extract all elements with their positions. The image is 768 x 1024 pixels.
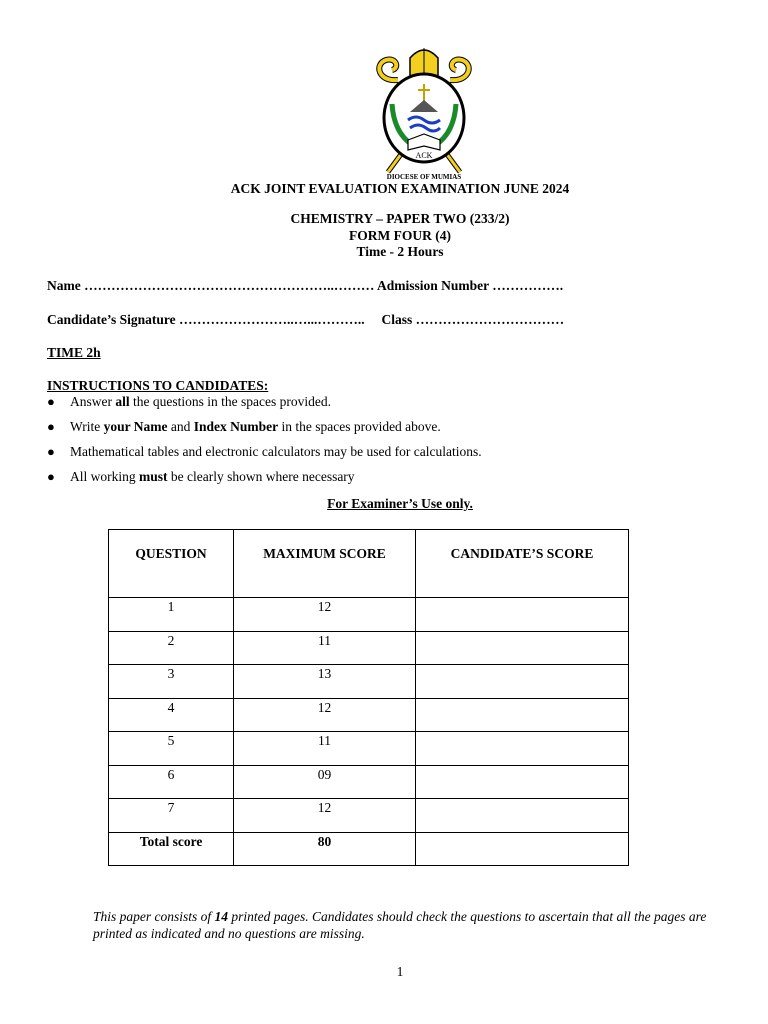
time-heading: TIME 2h — [47, 345, 101, 360]
time-title: Time - 2 Hours — [356, 244, 444, 259]
total-label: Total score — [109, 832, 234, 866]
admission-field[interactable]: ……………. — [492, 278, 564, 293]
class-field[interactable]: …………………………… — [415, 312, 565, 327]
candidate-score-cell[interactable] — [416, 665, 629, 699]
candidate-total-cell[interactable] — [416, 832, 629, 866]
admission-label: Admission Number — [377, 278, 489, 293]
list-item: ● Write your Name and Index Number in the spaces provided above. — [47, 419, 441, 434]
table-row: 7 12 — [109, 799, 629, 833]
bullet-icon: ● — [47, 444, 55, 459]
score-table — [108, 529, 629, 866]
signature-line — [47, 312, 564, 328]
instructions-list — [47, 394, 482, 494]
col-header-question: QUESTION — [109, 530, 234, 598]
paper-title: CHEMISTRY – PAPER TWO (233/2) — [290, 211, 510, 226]
name-line — [47, 278, 563, 294]
bullet-icon: ● — [47, 394, 55, 409]
diocese-logo — [370, 42, 478, 180]
logo-text-diocese: DIOCESE OF MUMIAS — [386, 173, 462, 180]
class-label: Class — [381, 312, 413, 327]
candidate-score-cell[interactable] — [416, 799, 629, 833]
table-row: 5 11 — [109, 732, 629, 766]
page-count-note: This paper consists of 14 printed pages. Candidates should check the questions to ascertain that all the pages are printed as indicated and no questions are missing. — [93, 909, 707, 941]
candidate-score-cell[interactable] — [416, 732, 629, 766]
col-header-candidate-score: CANDIDATE’S SCORE — [416, 530, 629, 598]
table-total-row — [109, 832, 629, 866]
table-row: 1 12 — [109, 598, 629, 632]
table-header-row — [109, 530, 629, 598]
instructions-heading: INSTRUCTIONS TO CANDIDATES: — [47, 378, 269, 393]
table-row: 2 11 — [109, 631, 629, 665]
exam-title: ACK JOINT EVALUATION EXAMINATION JUNE 2024 — [230, 181, 570, 196]
name-field[interactable]: ………………………………………………..……… — [84, 278, 375, 293]
list-item: ● Mathematical tables and electronic calculators may be used for calculations. — [47, 444, 482, 459]
table-row: 3 13 — [109, 665, 629, 699]
list-item: ● Answer all the questions in the spaces provided. — [47, 394, 331, 409]
col-header-max-score: MAXIMUM SCORE — [234, 530, 416, 598]
signature-field[interactable]: ……………………..…...……….. — [179, 312, 365, 327]
total-max-score: 80 — [234, 832, 416, 866]
examiner-heading: For Examiner’s Use only. — [327, 496, 473, 511]
signature-label: Candidate’s Signature — [47, 312, 176, 327]
table-row: 4 12 — [109, 698, 629, 732]
candidate-score-cell[interactable] — [416, 631, 629, 665]
candidate-score-cell[interactable] — [416, 598, 629, 632]
logo-text-ack: ACK — [415, 151, 433, 160]
candidate-score-cell[interactable] — [416, 765, 629, 799]
form-title: FORM FOUR (4) — [349, 228, 451, 243]
name-label: Name — [47, 278, 81, 293]
candidate-score-cell[interactable] — [416, 698, 629, 732]
bullet-icon: ● — [47, 419, 55, 434]
table-row: 6 09 — [109, 765, 629, 799]
bullet-icon: ● — [47, 469, 55, 484]
page-number: 1 — [396, 964, 404, 979]
list-item: ● All working must be clearly shown where necessary — [47, 469, 355, 484]
